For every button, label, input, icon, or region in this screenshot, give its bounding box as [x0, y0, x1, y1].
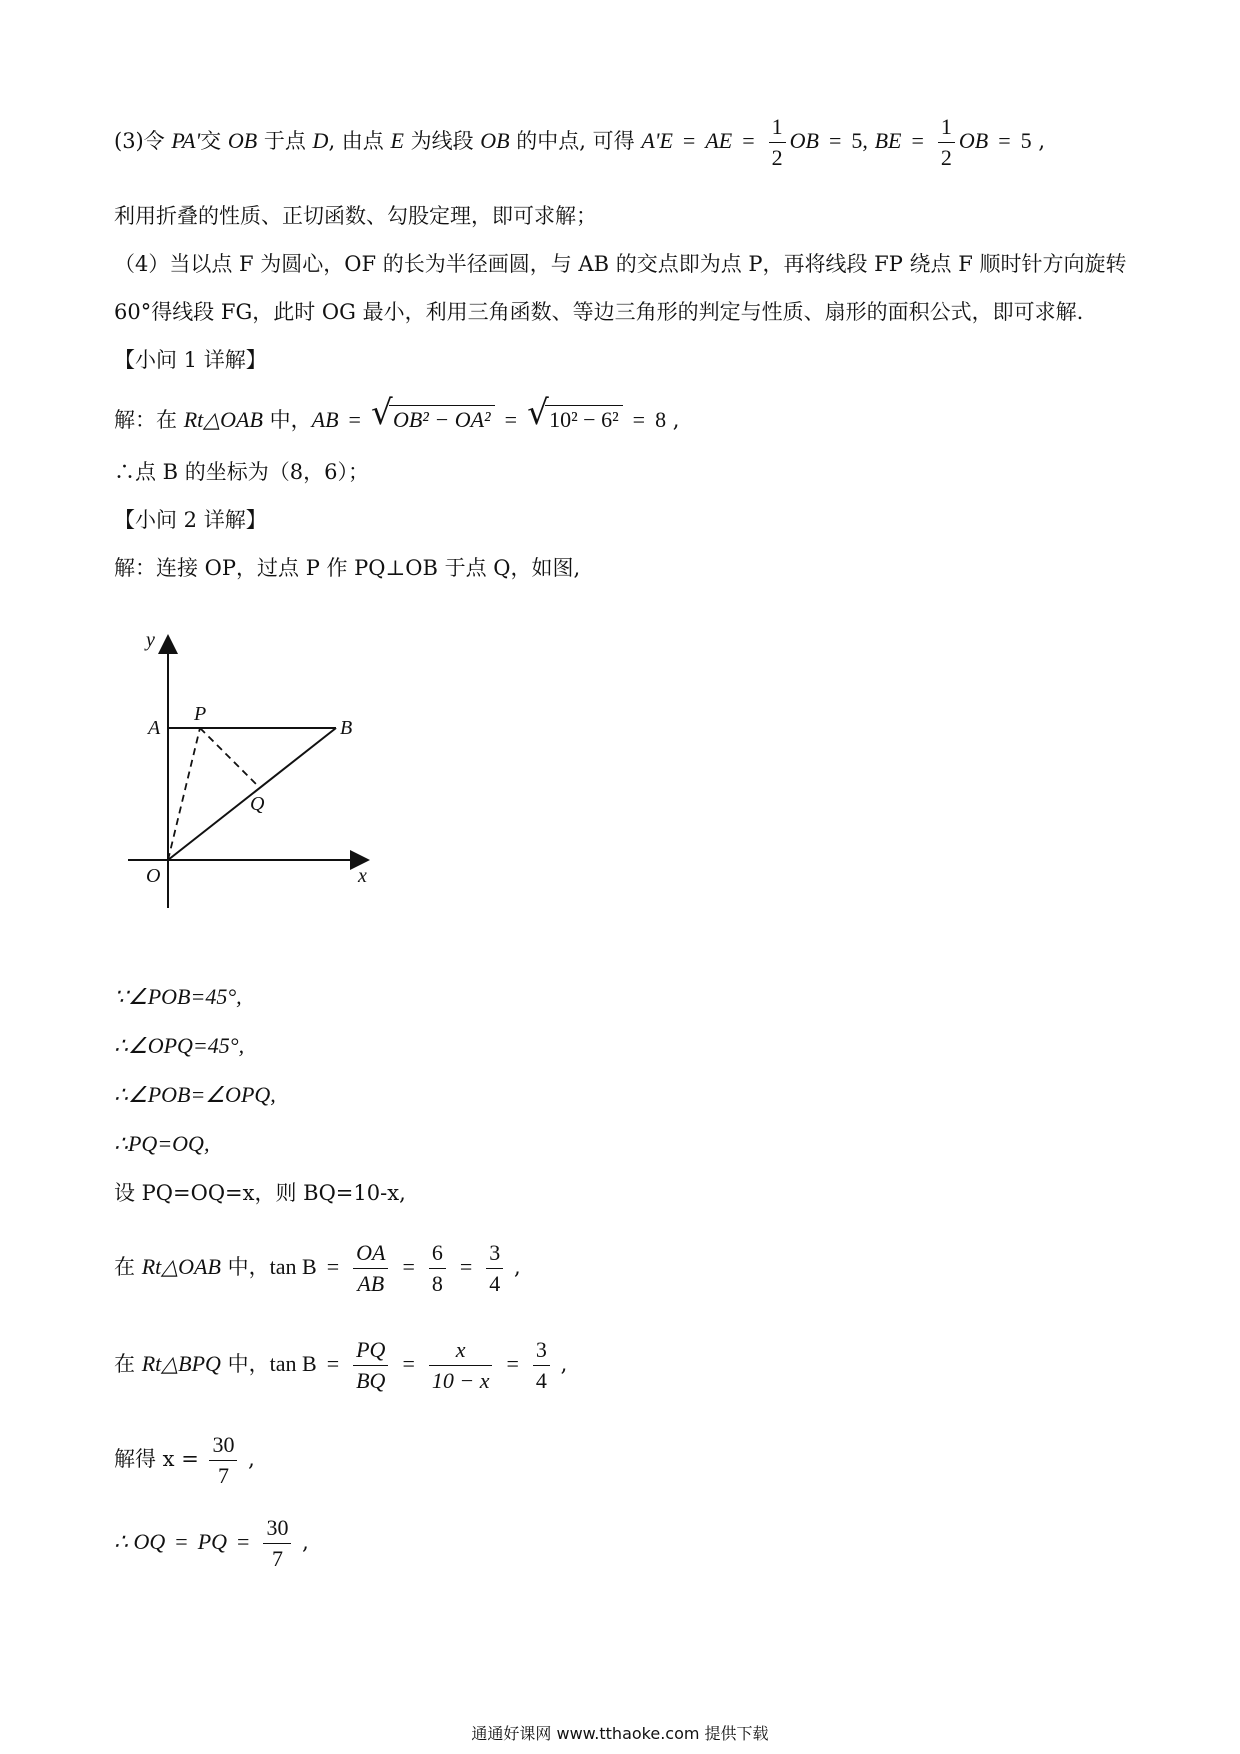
text: , [666, 408, 680, 432]
text: 中， [262, 408, 312, 432]
part3-statement: (3)令 PA'交 OB 于点 D, 由点 E 为线段 OB 的中点, 可得 A'E = AE = $\frac{1}{2}$ OB = 5, BE = $\frac{1}{2}$ OB = 5 , [114, 112, 1045, 173]
fraction [263, 1513, 291, 1574]
math-num: 5 [1020, 128, 1032, 153]
math-var: OB [227, 128, 258, 153]
geometry-figure [128, 628, 388, 908]
section-heading-2: 【小问 2 详解】 [114, 508, 267, 532]
math-var: OB [789, 128, 819, 153]
fraction [486, 1238, 503, 1299]
fraction-numerator: PQ [353, 1335, 388, 1366]
math-num: 5 [851, 128, 863, 153]
math-var: △BPQ [161, 1351, 221, 1376]
math-var: △OAB [161, 1254, 221, 1279]
text: 解：在 [114, 408, 184, 432]
math-var: BE [874, 128, 902, 153]
math-var: Rt [141, 1254, 162, 1279]
label-x: x [358, 865, 367, 887]
step-because: ∵∠POB=45°, [114, 984, 242, 1009]
radicand: OB² − OA² [389, 405, 495, 434]
text: 的中点, 可得 [509, 129, 642, 153]
solve-x-line [114, 1430, 255, 1491]
fraction-denominator: 2 [940, 145, 952, 170]
fraction-denominator: AB [357, 1271, 385, 1296]
math-var: PQ [197, 1529, 228, 1554]
text: , [507, 1255, 521, 1279]
fraction-numerator: 1 [769, 112, 786, 143]
fraction-numerator: 3 [486, 1238, 503, 1269]
text: 为线段 [403, 129, 481, 153]
label-a: A [148, 717, 161, 739]
fraction [533, 1335, 550, 1396]
fraction-denominator: 4 [489, 1271, 501, 1296]
text: , 由点 [328, 129, 391, 153]
part4-line2: 60°得线段 FG，此时 OG 最小，利用三角函数、等边三角形的判定与性质、扇形的面积公式，即可求解. [114, 300, 1084, 324]
fraction [353, 1335, 388, 1396]
text: 在 [114, 1255, 142, 1279]
fraction-numerator: 30 [263, 1513, 291, 1544]
text: 解得 x = [114, 1447, 206, 1471]
sqrt-expression: √ OB² − OA² [371, 405, 495, 434]
math-var: D [312, 128, 329, 153]
fraction-denominator: 10 − x [431, 1368, 490, 1393]
label-b: B [340, 717, 353, 739]
fraction-numerator: 1 [938, 112, 955, 143]
label-q: Q [250, 793, 265, 815]
text: 中， [220, 1255, 270, 1279]
math-expr: tan B [269, 1254, 317, 1279]
math-var: AE [705, 128, 733, 153]
fraction-denominator: 7 [217, 1463, 229, 1488]
fraction [353, 1238, 388, 1299]
step-therefore-3: ∴PQ=OQ, [114, 1131, 210, 1156]
tan-b-bpq-line: 在 Rt△BPQ 中，tan B = $\frac{PQ}{BQ}$ = $\frac{x}{10 - x}$ = $\frac{3}{4}$ , [114, 1335, 567, 1396]
math-var: A'E [641, 128, 673, 153]
fraction-half [769, 112, 786, 173]
label-o: O [146, 865, 161, 887]
fraction [429, 1335, 493, 1396]
part4-line1: （4）当以点 F 为圆心，OF 的长为半径画圆，与 AB 的交点即为点 P，再将线段 FP 绕点 F 顺时针方向旋转 [114, 252, 1127, 276]
part3-method: 利用折叠的性质、正切函数、勾股定理，即可求解； [114, 204, 597, 228]
fraction-numerator: OA [353, 1238, 388, 1269]
fraction-numerator: x [429, 1335, 493, 1366]
math-var: E [390, 128, 404, 153]
fraction-denominator: 2 [771, 145, 783, 170]
math-var: Rt [183, 407, 204, 432]
fraction [209, 1430, 237, 1491]
step-let-x: 设 PQ=OQ=x，则 BQ=10-x, [114, 1181, 406, 1205]
page-footer: 通通好课网 www.tthaoke.com 提供下载 [471, 1724, 769, 1743]
math-expr: tan B [269, 1351, 317, 1376]
fraction-denominator: 8 [431, 1271, 443, 1296]
text: , [553, 1352, 568, 1376]
step-therefore-1: ∴∠OPQ=45°, [114, 1033, 245, 1058]
section-heading-1: 【小问 1 详解】 [114, 348, 267, 372]
label-p: P [194, 703, 207, 725]
text: (3)令 [114, 129, 172, 153]
text: , [295, 1530, 309, 1554]
math-var: Rt [141, 1351, 162, 1376]
fraction-numerator: 3 [533, 1335, 550, 1366]
solution-2-intro: 解：连接 OP，过点 P 作 PQ⊥OB 于点 Q，如图, [114, 556, 581, 580]
math-var: OB [480, 128, 510, 153]
fraction-numerator: 30 [209, 1430, 237, 1461]
math-var: △OAB [203, 407, 263, 432]
text: 于点 [257, 129, 313, 153]
text: , [1031, 129, 1045, 153]
math-num: 8 [655, 407, 667, 432]
fraction-numerator: 6 [429, 1238, 446, 1269]
text: , [241, 1447, 255, 1471]
math-var: OB [958, 128, 989, 153]
math-var: PA' [171, 128, 201, 153]
math-var: AB [311, 407, 339, 432]
fraction [429, 1238, 446, 1299]
text: 中， [220, 1352, 270, 1376]
label-y: y [146, 629, 155, 651]
text: ∴ OQ [114, 1529, 166, 1554]
fraction-denominator: BQ [356, 1368, 386, 1393]
fraction-denominator: 4 [535, 1368, 547, 1393]
fraction-half [938, 112, 955, 173]
text: 在 [114, 1352, 142, 1376]
step-therefore-2: ∴∠POB=∠OPQ, [114, 1082, 276, 1107]
radicand: 10² − 6² [545, 405, 623, 434]
fraction-denominator: 7 [271, 1546, 283, 1571]
segment-op-dashed [168, 728, 200, 860]
sqrt-expression: √ 10² − 6² [527, 405, 623, 434]
coordinate-of-b: ∴点 B 的坐标为（8，6）； [114, 460, 370, 484]
solution-1-line: 解：在 Rt△OAB 中，AB = √ OB² − OA² = √ 10² − 6² = 8 , [114, 393, 680, 433]
segment-pq-dashed [200, 728, 260, 788]
oq-equals-pq-line: ∴ OQ = PQ = $\frac{30}{7}$ , [114, 1513, 309, 1574]
tan-b-oab-line: 在 Rt△OAB 中，tan B = $\frac{OA}{AB}$ = $\frac{6}{8}$ = $\frac{3}{4}$ , [114, 1238, 521, 1299]
text: 交 [200, 129, 228, 153]
